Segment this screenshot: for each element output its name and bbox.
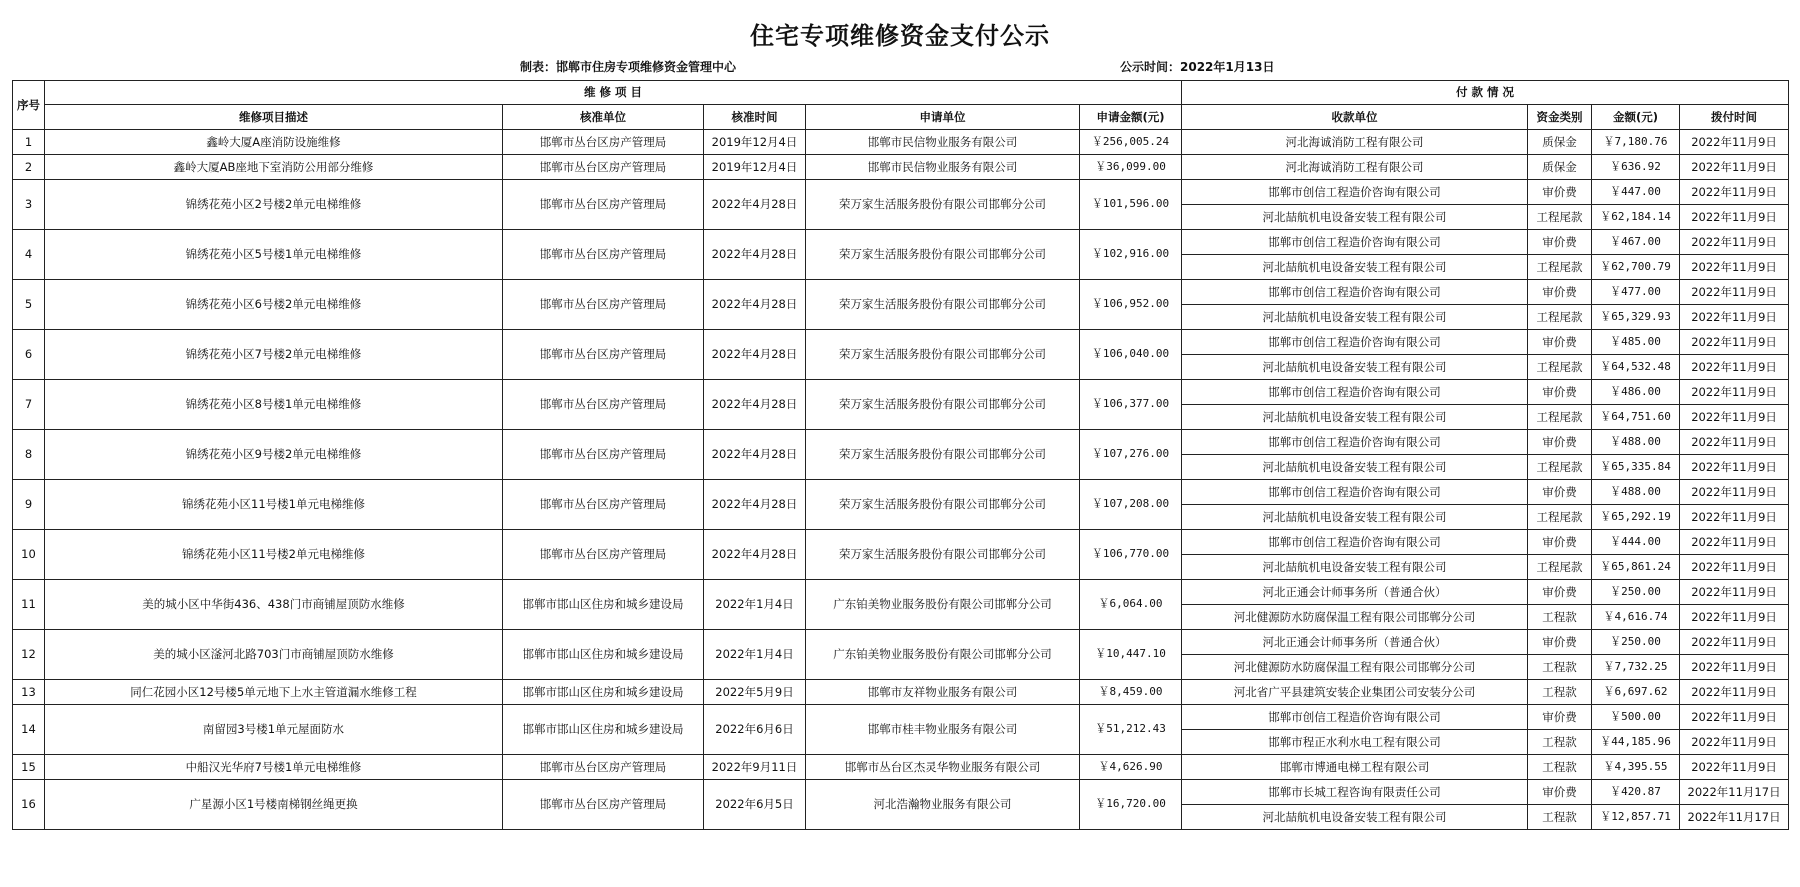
cell-approve-time: 2022年4月28日 [704,230,806,280]
cell-amount: ￥65,292.19 [1592,505,1680,530]
cell-applicant: 广东铂美物业服务股份有限公司邯郸分公司 [806,630,1080,680]
cell-pay-time: 2022年11月9日 [1680,655,1789,680]
cell-pay-time: 2022年11月9日 [1680,680,1789,705]
cell-applicant: 荣万家生活服务股份有限公司邯郸分公司 [806,230,1080,280]
cell-fund-type: 工程尾款 [1528,255,1592,280]
cell-approve-time: 2022年4月28日 [704,430,806,480]
cell-fund-type: 工程尾款 [1528,305,1592,330]
cell-pay-time: 2022年11月17日 [1680,780,1789,805]
cell-approve-unit: 邯郸市丛台区房产管理局 [503,180,704,230]
cell-payee: 邯郸市创信工程造价咨询有限公司 [1182,180,1528,205]
cell-approve-time: 2019年12月4日 [704,130,806,155]
cell-approve-time: 2022年9月11日 [704,755,806,780]
cell-payee: 河北海诚消防工程有限公司 [1182,130,1528,155]
cell-payee: 邯郸市创信工程造价咨询有限公司 [1182,330,1528,355]
cell-amount: ￥636.92 [1592,155,1680,180]
cell-applicant: 广东铂美物业服务股份有限公司邯郸分公司 [806,580,1080,630]
cell-payee: 河北正通会计师事务所（普通合伙） [1182,580,1528,605]
cell-pay-time: 2022年11月9日 [1680,255,1789,280]
cell-payee: 邯郸市创信工程造价咨询有限公司 [1182,480,1528,505]
cell-amount: ￥485.00 [1592,330,1680,355]
cell-approve-time: 2022年4月28日 [704,530,806,580]
table-row [13,280,1789,305]
cell-payee: 邯郸市创信工程造价咨询有限公司 [1182,230,1528,255]
cell-pay-time: 2022年11月9日 [1680,630,1789,655]
cell-description: 南留园3号楼1单元屋面防水 [45,705,503,755]
cell-pay-time: 2022年11月9日 [1680,505,1789,530]
cell-approve-time: 2022年1月4日 [704,630,806,680]
cell-amount: ￥488.00 [1592,480,1680,505]
cell-approve-unit: 邯郸市邯山区住房和城乡建设局 [503,630,704,680]
cell-amount: ￥64,532.48 [1592,355,1680,380]
cell-applicant: 荣万家生活服务股份有限公司邯郸分公司 [806,480,1080,530]
table-row [13,130,1789,155]
cell-payee: 邯郸市创信工程造价咨询有限公司 [1182,705,1528,730]
cell-seq: 6 [13,330,45,380]
cell-fund-type: 审价费 [1528,580,1592,605]
cell-fund-type: 工程款 [1528,805,1592,830]
cell-seq: 3 [13,180,45,230]
cell-pay-time: 2022年11月9日 [1680,580,1789,605]
cell-amount: ￥65,329.93 [1592,305,1680,330]
header-row-group [13,81,1789,105]
cell-description: 鑫岭大厦A座消防设施维修 [45,130,503,155]
table-row [13,155,1789,180]
cell-seq: 9 [13,480,45,530]
cell-fund-type: 审价费 [1528,380,1592,405]
cell-payee: 河北海诚消防工程有限公司 [1182,155,1528,180]
cell-description: 锦绣花苑小区11号楼1单元电梯维修 [45,480,503,530]
table-row [13,480,1789,505]
cell-approve-unit: 邯郸市丛台区房产管理局 [503,155,704,180]
cell-fund-type: 审价费 [1528,480,1592,505]
publish-time: 公示时间：2022年1月13日 [1120,60,1275,74]
cell-applicant: 邯郸市友祥物业服务有限公司 [806,680,1080,705]
cell-payee: 河北喆航机电设备安装工程有限公司 [1182,805,1528,830]
cell-pay-time: 2022年11月9日 [1680,405,1789,430]
cell-pay-time: 2022年11月9日 [1680,330,1789,355]
cell-approve-time: 2022年6月6日 [704,705,806,755]
cell-apply-amount: ￥6,064.00 [1080,580,1182,630]
cell-approve-unit: 邯郸市丛台区房产管理局 [503,380,704,430]
cell-pay-time: 2022年11月9日 [1680,455,1789,480]
cell-seq: 16 [13,780,45,830]
cell-apply-amount: ￥106,952.00 [1080,280,1182,330]
cell-description: 鑫岭大厦AB座地下室消防公用部分维修 [45,155,503,180]
table-row [13,180,1789,205]
cell-approve-unit: 邯郸市丛台区房产管理局 [503,130,704,155]
cell-pay-time: 2022年11月9日 [1680,280,1789,305]
cell-description: 锦绣花苑小区2号楼2单元电梯维修 [45,180,503,230]
cell-pay-time: 2022年11月9日 [1680,705,1789,730]
payment-table [12,80,1789,830]
cell-approve-unit: 邯郸市邯山区住房和城乡建设局 [503,680,704,705]
cell-apply-amount: ￥10,447.10 [1080,630,1182,680]
cell-amount: ￥65,335.84 [1592,455,1680,480]
header-amount: 金额(元) [1592,105,1680,130]
cell-fund-type: 审价费 [1528,780,1592,805]
cell-description: 锦绣花苑小区5号楼1单元电梯维修 [45,230,503,280]
cell-seq: 10 [13,530,45,580]
cell-payee: 河北喆航机电设备安装工程有限公司 [1182,555,1528,580]
cell-amount: ￥250.00 [1592,580,1680,605]
cell-description: 美的城小区滏河北路703门市商铺屋顶防水维修 [45,630,503,680]
cell-approve-time: 2022年4月28日 [704,380,806,430]
cell-seq: 12 [13,630,45,680]
cell-payee: 河北喆航机电设备安装工程有限公司 [1182,305,1528,330]
cell-payee: 邯郸市创信工程造价咨询有限公司 [1182,530,1528,555]
cell-apply-amount: ￥102,916.00 [1080,230,1182,280]
cell-amount: ￥62,700.79 [1592,255,1680,280]
cell-fund-type: 审价费 [1528,330,1592,355]
cell-seq: 1 [13,130,45,155]
cell-fund-type: 工程尾款 [1528,505,1592,530]
cell-pay-time: 2022年11月17日 [1680,805,1789,830]
cell-seq: 13 [13,680,45,705]
cell-apply-amount: ￥36,099.00 [1080,155,1182,180]
cell-approve-unit: 邯郸市丛台区房产管理局 [503,230,704,280]
cell-apply-amount: ￥51,212.43 [1080,705,1182,755]
table-row [13,755,1789,780]
cell-approve-time: 2022年6月5日 [704,780,806,830]
cell-approve-unit: 邯郸市邯山区住房和城乡建设局 [503,580,704,630]
header-pay-time: 拨付时间 [1680,105,1789,130]
cell-fund-type: 质保金 [1528,155,1592,180]
cell-amount: ￥447.00 [1592,180,1680,205]
table-row [13,705,1789,730]
table-row [13,330,1789,355]
header-approve-unit: 核准单位 [503,105,704,130]
cell-amount: ￥44,185.96 [1592,730,1680,755]
cell-fund-type: 工程尾款 [1528,555,1592,580]
cell-fund-type: 工程款 [1528,755,1592,780]
cell-description: 锦绣花苑小区9号楼2单元电梯维修 [45,430,503,480]
cell-approve-unit: 邯郸市丛台区房产管理局 [503,780,704,830]
cell-apply-amount: ￥8,459.00 [1080,680,1182,705]
cell-description: 美的城小区中华街436、438门市商铺屋顶防水维修 [45,580,503,630]
table-row [13,430,1789,455]
cell-applicant: 河北浩瀚物业服务有限公司 [806,780,1080,830]
cell-payee: 河北喆航机电设备安装工程有限公司 [1182,455,1528,480]
cell-fund-type: 审价费 [1528,280,1592,305]
cell-seq: 8 [13,430,45,480]
cell-amount: ￥64,751.60 [1592,405,1680,430]
cell-fund-type: 审价费 [1528,630,1592,655]
cell-payee: 河北健源防水防腐保温工程有限公司邯郸分公司 [1182,655,1528,680]
cell-fund-type: 工程尾款 [1528,455,1592,480]
header-fund-type: 资金类别 [1528,105,1592,130]
cell-fund-type: 质保金 [1528,130,1592,155]
table-row [13,630,1789,655]
cell-payee: 邯郸市程正水利水电工程有限公司 [1182,730,1528,755]
cell-fund-type: 工程款 [1528,605,1592,630]
header-project-group: 维 修 项 目 [45,81,1182,105]
cell-applicant: 荣万家生活服务股份有限公司邯郸分公司 [806,530,1080,580]
cell-description: 锦绣花苑小区8号楼1单元电梯维修 [45,380,503,430]
cell-payee: 邯郸市创信工程造价咨询有限公司 [1182,430,1528,455]
cell-pay-time: 2022年11月9日 [1680,730,1789,755]
cell-approve-unit: 邯郸市丛台区房产管理局 [503,430,704,480]
cell-description: 中船汉光华府7号楼1单元电梯维修 [45,755,503,780]
table-row [13,680,1789,705]
cell-payee: 邯郸市创信工程造价咨询有限公司 [1182,380,1528,405]
cell-fund-type: 审价费 [1528,705,1592,730]
cell-amount: ￥477.00 [1592,280,1680,305]
cell-pay-time: 2022年11月9日 [1680,355,1789,380]
cell-apply-amount: ￥106,377.00 [1080,380,1182,430]
cell-description: 锦绣花苑小区11号楼2单元电梯维修 [45,530,503,580]
cell-approve-time: 2022年4月28日 [704,480,806,530]
cell-amount: ￥7,732.25 [1592,655,1680,680]
cell-amount: ￥488.00 [1592,430,1680,455]
cell-amount: ￥444.00 [1592,530,1680,555]
table-row [13,380,1789,405]
cell-seq: 14 [13,705,45,755]
cell-description: 锦绣花苑小区7号楼2单元电梯维修 [45,330,503,380]
cell-seq: 5 [13,280,45,330]
cell-description: 广星源小区1号楼南梯钢丝绳更换 [45,780,503,830]
cell-fund-type: 工程尾款 [1528,355,1592,380]
cell-payee: 河北喆航机电设备安装工程有限公司 [1182,255,1528,280]
header-seq: 序号 [13,81,45,130]
header-description: 维修项目描述 [45,105,503,130]
cell-amount: ￥12,857.71 [1592,805,1680,830]
page-title: 住宅专项维修资金支付公示 [750,22,1050,50]
cell-approve-unit: 邯郸市丛台区房产管理局 [503,480,704,530]
cell-pay-time: 2022年11月9日 [1680,430,1789,455]
table-body [13,130,1789,830]
header-payment-group: 付 款 情 况 [1182,81,1789,105]
cell-payee: 邯郸市博通电梯工程有限公司 [1182,755,1528,780]
cell-apply-amount: ￥107,276.00 [1080,430,1182,480]
cell-apply-amount: ￥106,040.00 [1080,330,1182,380]
cell-amount: ￥7,180.76 [1592,130,1680,155]
cell-seq: 4 [13,230,45,280]
cell-amount: ￥4,616.74 [1592,605,1680,630]
cell-pay-time: 2022年11月9日 [1680,530,1789,555]
cell-applicant: 邯郸市桂丰物业服务有限公司 [806,705,1080,755]
cell-pay-time: 2022年11月9日 [1680,380,1789,405]
cell-fund-type: 工程尾款 [1528,205,1592,230]
table-maker: 制表：邯郸市住房专项维修资金管理中心 [520,60,737,74]
cell-amount: ￥467.00 [1592,230,1680,255]
cell-approve-time: 2022年4月28日 [704,330,806,380]
cell-applicant: 荣万家生活服务股份有限公司邯郸分公司 [806,180,1080,230]
header-applicant: 申请单位 [806,105,1080,130]
cell-approve-time: 2019年12月4日 [704,155,806,180]
cell-applicant: 荣万家生活服务股份有限公司邯郸分公司 [806,430,1080,480]
cell-payee: 邯郸市创信工程造价咨询有限公司 [1182,280,1528,305]
header-apply-amount: 申请金额(元) [1080,105,1182,130]
cell-pay-time: 2022年11月9日 [1680,555,1789,580]
cell-pay-time: 2022年11月9日 [1680,155,1789,180]
cell-pay-time: 2022年11月9日 [1680,130,1789,155]
cell-pay-time: 2022年11月9日 [1680,230,1789,255]
cell-approve-unit: 邯郸市邯山区住房和城乡建设局 [503,705,704,755]
cell-amount: ￥6,697.62 [1592,680,1680,705]
cell-apply-amount: ￥107,208.00 [1080,480,1182,530]
cell-seq: 15 [13,755,45,780]
cell-seq: 11 [13,580,45,630]
cell-description: 锦绣花苑小区6号楼2单元电梯维修 [45,280,503,330]
cell-seq: 2 [13,155,45,180]
cell-fund-type: 工程款 [1528,730,1592,755]
cell-payee: 河北省广平县建筑安装企业集团公司安装分公司 [1182,680,1528,705]
cell-pay-time: 2022年11月9日 [1680,180,1789,205]
cell-amount: ￥62,184.14 [1592,205,1680,230]
cell-description: 同仁花园小区12号楼5单元地下上水主管道漏水维修工程 [45,680,503,705]
table-row [13,530,1789,555]
header-approve-time: 核准时间 [704,105,806,130]
table-row [13,780,1789,805]
header-payee: 收款单位 [1182,105,1528,130]
cell-applicant: 荣万家生活服务股份有限公司邯郸分公司 [806,380,1080,430]
cell-fund-type: 审价费 [1528,430,1592,455]
cell-amount: ￥420.87 [1592,780,1680,805]
cell-amount: ￥65,861.24 [1592,555,1680,580]
cell-payee: 河北健源防水防腐保温工程有限公司邯郸分公司 [1182,605,1528,630]
cell-applicant: 邯郸市民信物业服务有限公司 [806,155,1080,180]
cell-payee: 河北喆航机电设备安装工程有限公司 [1182,505,1528,530]
cell-applicant: 邯郸市丛台区杰灵华物业服务有限公司 [806,755,1080,780]
cell-payee: 河北喆航机电设备安装工程有限公司 [1182,355,1528,380]
cell-apply-amount: ￥106,770.00 [1080,530,1182,580]
cell-fund-type: 工程款 [1528,655,1592,680]
cell-approve-unit: 邯郸市丛台区房产管理局 [503,530,704,580]
table-row [13,230,1789,255]
header-row-columns [13,105,1789,130]
cell-fund-type: 工程款 [1528,680,1592,705]
cell-approve-unit: 邯郸市丛台区房产管理局 [503,280,704,330]
cell-fund-type: 工程尾款 [1528,405,1592,430]
cell-approve-time: 2022年4月28日 [704,280,806,330]
cell-fund-type: 审价费 [1528,530,1592,555]
cell-approve-time: 2022年5月9日 [704,680,806,705]
cell-fund-type: 审价费 [1528,230,1592,255]
cell-apply-amount: ￥256,005.24 [1080,130,1182,155]
cell-amount: ￥486.00 [1592,380,1680,405]
cell-pay-time: 2022年11月9日 [1680,305,1789,330]
cell-payee: 邯郸市长城工程咨询有限责任公司 [1182,780,1528,805]
cell-approve-time: 2022年4月28日 [704,180,806,230]
cell-apply-amount: ￥16,720.00 [1080,780,1182,830]
cell-pay-time: 2022年11月9日 [1680,205,1789,230]
cell-approve-unit: 邯郸市丛台区房产管理局 [503,755,704,780]
cell-pay-time: 2022年11月9日 [1680,605,1789,630]
table-row [13,580,1789,605]
cell-payee: 河北喆航机电设备安装工程有限公司 [1182,405,1528,430]
cell-applicant: 荣万家生活服务股份有限公司邯郸分公司 [806,280,1080,330]
cell-amount: ￥500.00 [1592,705,1680,730]
cell-apply-amount: ￥101,596.00 [1080,180,1182,230]
cell-approve-unit: 邯郸市丛台区房产管理局 [503,330,704,380]
cell-pay-time: 2022年11月9日 [1680,480,1789,505]
cell-applicant: 荣万家生活服务股份有限公司邯郸分公司 [806,330,1080,380]
cell-applicant: 邯郸市民信物业服务有限公司 [806,130,1080,155]
cell-apply-amount: ￥4,626.90 [1080,755,1182,780]
cell-pay-time: 2022年11月9日 [1680,755,1789,780]
cell-amount: ￥4,395.55 [1592,755,1680,780]
cell-amount: ￥250.00 [1592,630,1680,655]
cell-payee: 河北正通会计师事务所（普通合伙） [1182,630,1528,655]
cell-seq: 7 [13,380,45,430]
cell-fund-type: 审价费 [1528,180,1592,205]
cell-payee: 河北喆航机电设备安装工程有限公司 [1182,205,1528,230]
cell-approve-time: 2022年1月4日 [704,580,806,630]
